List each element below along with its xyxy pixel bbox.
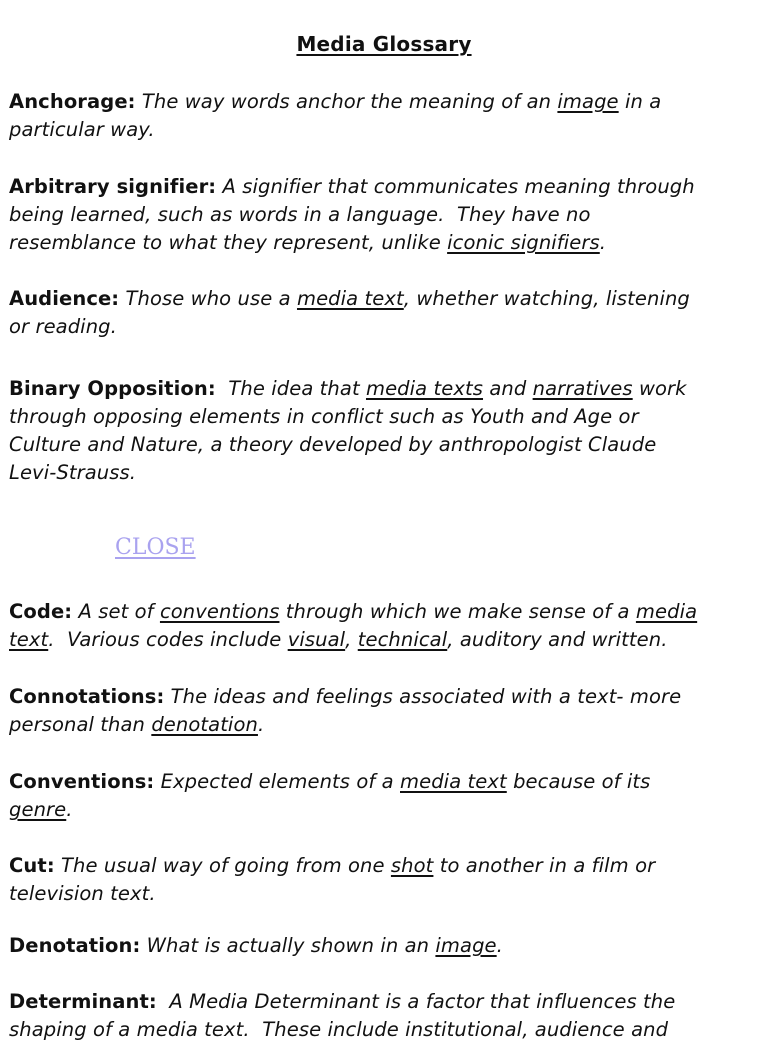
- definition-text: work through opposing elements in conflict such as Youth and Age or Culture and Nature, a theory developed by anthropologist Claude Levi-Strauss.: [9, 377, 687, 484]
- definition-text: .: [66, 798, 73, 821]
- page-title: Media Glossary: [296, 32, 472, 56]
- glossary-term: Cut:: [9, 854, 55, 877]
- definition-text: .: [257, 713, 265, 736]
- glossary-entry: [9, 173, 761, 257]
- glossary-term: Code:: [9, 600, 73, 623]
- glossary-entry: [9, 375, 761, 487]
- definition-text: The idea that: [215, 377, 366, 400]
- definition-text: Expected elements of a: [154, 770, 400, 793]
- glossary-entry: [9, 683, 761, 739]
- glossary-crossref-link[interactable]: visual: [287, 628, 346, 651]
- definition-text: to another in a film or television text.: [9, 854, 656, 905]
- definition-text: What is actually shown in an: [140, 934, 436, 957]
- definition-text: .: [599, 231, 607, 254]
- definition-text: . Various codes include: [48, 628, 288, 651]
- glossary-crossref-link[interactable]: shot: [390, 854, 434, 877]
- definition-text: because of its: [513, 770, 651, 793]
- definition-text: The ideas and feelings associated with a text- more personal than: [9, 685, 682, 736]
- glossary-term: Arbitrary signifier:: [9, 175, 217, 198]
- definition-text: Those who use a: [119, 287, 297, 310]
- glossary-crossref-link[interactable]: denotation: [151, 713, 258, 736]
- definition-text: The way words anchor the meaning of an: [135, 90, 558, 113]
- definition-text: , auditory and written.: [447, 628, 668, 651]
- glossary-crossref-link[interactable]: narratives: [532, 377, 633, 400]
- glossary-crossref-link[interactable]: media texts: [365, 377, 484, 400]
- glossary-crossref-link[interactable]: technical: [357, 628, 448, 651]
- definition-text: ,: [345, 628, 358, 651]
- glossary-term: Denotation:: [9, 934, 141, 957]
- definition-text: , whether watching, listening or reading.: [9, 287, 690, 338]
- definition-text: A Media Determinant is a factor that influences the shaping of a media text. These include institutional, audience and: [9, 990, 676, 1041]
- definition-text: in a particular way.: [9, 90, 662, 141]
- glossary-crossref-link[interactable]: genre: [9, 798, 67, 821]
- glossary-crossref-link[interactable]: image: [557, 90, 619, 113]
- definition-text: A set of: [72, 600, 160, 623]
- definition-text: and: [483, 377, 533, 400]
- glossary-entry: [9, 852, 761, 908]
- definition-text: The usual way of going from one: [54, 854, 391, 877]
- glossary-crossref-link[interactable]: conventions: [159, 600, 280, 623]
- definition-text: A signifier that communicates meaning through being learned, such as words in a language. They have no resemblance to what they represent, unlike: [9, 175, 695, 254]
- glossary-term: Binary Opposition:: [9, 377, 216, 400]
- glossary-entry: [9, 988, 761, 1044]
- glossary-entry: [9, 932, 761, 960]
- glossary-crossref-link[interactable]: image: [435, 934, 497, 957]
- glossary-entry: [9, 768, 761, 824]
- glossary-entry: [9, 88, 761, 144]
- glossary-crossref-link[interactable]: media text: [400, 770, 507, 793]
- definition-text: through which we make sense of a: [279, 600, 636, 623]
- glossary-term: Conventions:: [9, 770, 155, 793]
- definition-text: .: [496, 934, 503, 957]
- glossary-term: Audience:: [9, 287, 120, 310]
- glossary-term: Connotations:: [9, 685, 165, 708]
- glossary-crossref-link[interactable]: media text: [9, 600, 698, 651]
- glossary-entry: [9, 285, 761, 341]
- glossary-crossref-link[interactable]: iconic signifiers: [447, 231, 600, 254]
- glossary-crossref-link[interactable]: media text: [296, 287, 404, 310]
- close-link[interactable]: CLOSE: [115, 535, 196, 560]
- glossary-term: Anchorage:: [9, 90, 136, 113]
- glossary-term: Determinant:: [9, 990, 157, 1013]
- glossary-entry: [9, 598, 761, 654]
